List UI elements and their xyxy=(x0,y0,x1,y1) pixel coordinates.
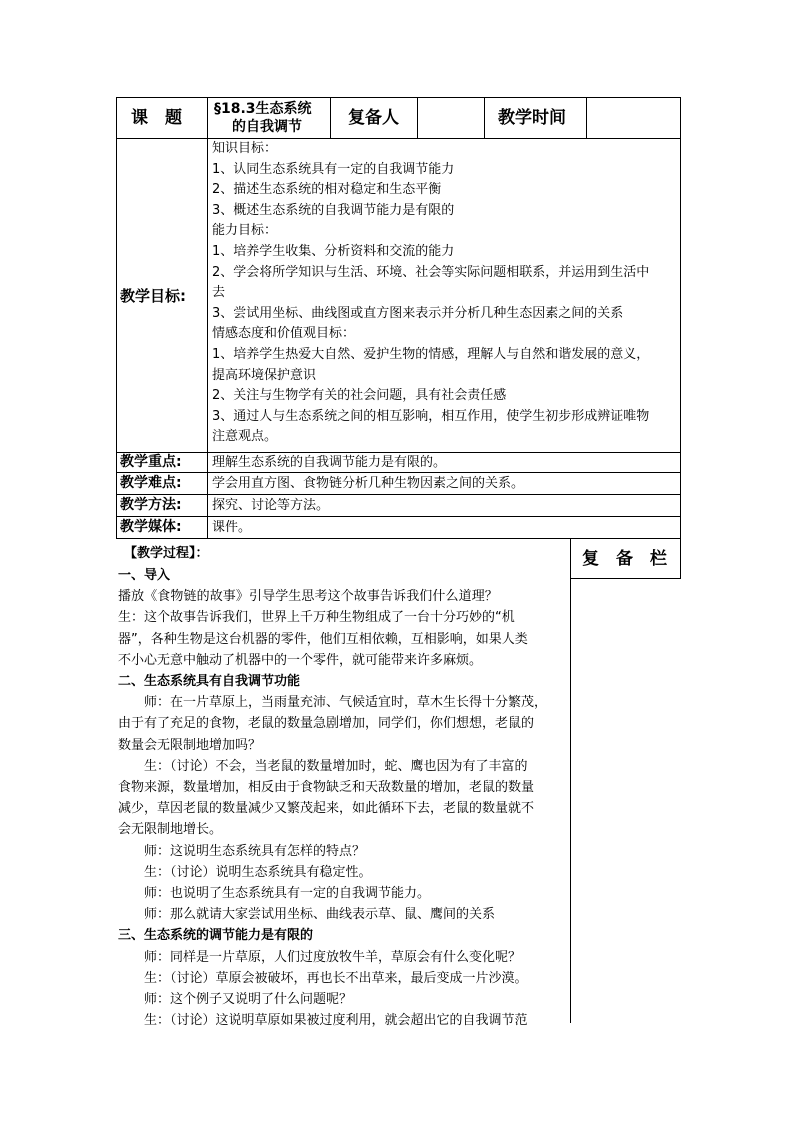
objective-line: 1、认同生态系统具有一定的自我调节能力 xyxy=(212,161,455,177)
objective-line: 2、关注与生物学有关的社会问题，具有社会责任感 xyxy=(212,388,507,404)
process-title: 【教学过程】： xyxy=(124,546,209,561)
teaching-time-label: 教学时间 xyxy=(498,108,566,128)
objective-line: 3、通过人与生态系统之间的相互影响，相互作用，使学生初步形成辨证唯物 xyxy=(212,408,650,424)
key-point-label: 教学重点: xyxy=(120,454,182,470)
process-section-heading: 一、导入 xyxy=(118,568,171,583)
table-rule xyxy=(417,97,418,138)
table-rule xyxy=(330,97,331,138)
preparer-label: 复备人 xyxy=(348,108,399,128)
process-line: 师：这说明生态系统具有怎样的特点？ xyxy=(118,843,366,859)
process-line: 生：（讨论）这说明草原如果被过度利用，就会超出它的自我调节范 xyxy=(118,1013,528,1029)
topic-label: 课 题 xyxy=(131,108,182,128)
table-rule xyxy=(586,97,587,138)
process-line: 师：那么就请大家尝试用坐标、曲线表示草、鼠、鹰间的关系 xyxy=(118,907,496,923)
objectives-label: 教学目标: xyxy=(120,287,186,305)
process-line: 播放《食物链的故事》引导学生思考这个故事告诉我们什么道理？ xyxy=(118,589,498,605)
revision-column-label: 复 备 栏 xyxy=(582,549,667,569)
table-rule xyxy=(484,97,485,138)
table-rule xyxy=(680,97,681,579)
table-rule xyxy=(116,97,681,98)
process-line: 减少，草因老鼠的数量减少又繁茂起来，如此循环下去，老鼠的数量就不 xyxy=(118,801,535,817)
table-rule xyxy=(116,472,681,473)
process-line: 师：也说明了生态系统具有一定的自我调节能力。 xyxy=(118,886,431,901)
objective-line: 提高环境保护意识 xyxy=(212,367,317,383)
objective-line: 去 xyxy=(212,285,226,301)
objective-line: 能力目标： xyxy=(212,223,278,239)
key-point-value: 理解生态系统的自我调节能力是有限的。 xyxy=(212,455,447,470)
table-rule xyxy=(116,138,681,139)
process-line: 生：（讨论）不会，当老鼠的数量增加时，蛇、鹰也因为有了丰富的 xyxy=(118,758,528,774)
method-value: 探究、讨论等方法。 xyxy=(212,498,330,513)
table-rule xyxy=(116,452,681,453)
table-rule xyxy=(570,538,571,1023)
topic-value-line2: 的自我调节 xyxy=(232,119,302,135)
process-line: 师：同样是一片草原，人们过度放牧牛羊，草原会有什么变化呢？ xyxy=(118,949,522,965)
table-rule xyxy=(116,538,681,539)
process-line: 会无限制地增长。 xyxy=(118,822,223,838)
process-section-heading: 二、生态系统具有自我调节功能 xyxy=(118,674,301,689)
teaching-time-value[interactable] xyxy=(592,108,676,128)
difficulty-label: 教学难点: xyxy=(120,475,182,491)
table-rule xyxy=(116,97,117,538)
process-line: 由于有了充足的食物，老鼠的数量急剧增加，同学们，你们想想，老鼠的 xyxy=(118,716,535,732)
table-rule xyxy=(570,578,681,579)
table-rule xyxy=(207,97,208,538)
objective-line: 知识目标： xyxy=(212,141,278,156)
process-line: 生：这个故事告诉我们，世界上千万种生物组成了一台十分巧妙的“机 xyxy=(118,610,515,626)
process-line: 师：这个例子又说明了什么问题呢？ xyxy=(118,992,353,1007)
method-label: 教学方法: xyxy=(120,497,182,513)
objective-line: 2、描述生态系统的相对稳定和生态平衡 xyxy=(212,182,442,198)
objective-line: 情感态度和价值观目标： xyxy=(212,326,356,342)
table-rule xyxy=(116,516,681,517)
objective-line: 3、尝试用坐标、曲线图或直方图来表示并分析几种生态因素之间的关系 xyxy=(212,305,624,321)
preparer-value[interactable] xyxy=(424,108,480,128)
process-line: 不小心无意中触动了机器中的一个零件，就可能带来许多麻烦。 xyxy=(118,652,483,668)
process-line: 师：在一片草原上，当雨量充沛、气候适宜时，草木生长得十分繁茂， xyxy=(118,695,548,711)
process-line: 数量会无限制地增加吗？ xyxy=(118,737,262,753)
process-section-heading: 三、生态系统的调节能力是有限的 xyxy=(118,928,314,944)
difficulty-value: 学会用直方图、食物链分析几种生物因素之间的关系。 xyxy=(212,476,525,491)
objective-line: 2、学会将所学知识与生活、环境、社会等实际问题相联系，并运用到生活中 xyxy=(212,264,650,280)
table-rule xyxy=(116,494,681,495)
objective-line: 1、培养学生热爱大自然、爱护生物的情感，理解人与自然和谐发展的意义， xyxy=(212,347,650,362)
topic-value-line1: §18.3生态系统 xyxy=(214,101,312,117)
media-label: 教学媒体: xyxy=(120,519,182,535)
media-value: 课件。 xyxy=(212,520,252,535)
objective-line: 注意观点。 xyxy=(212,429,278,445)
process-line: 器”，各种生物是这台机器的零件，他们互相依赖，互相影响，如果人类 xyxy=(118,631,528,647)
objective-line: 3、概述生态系统的自我调节能力是有限的 xyxy=(212,202,455,218)
process-line: 生：（讨论）说明生态系统具有稳定性。 xyxy=(118,864,372,880)
process-line: 生：（讨论）草原会被破坏，再也长不出草来，最后变成一片沙漠。 xyxy=(118,970,528,986)
process-line: 食物来源，数量增加，相反由于食物缺乏和天敌数量的增加，老鼠的数量 xyxy=(118,780,535,795)
objective-line: 1、培养学生收集、分析资料和交流的能力 xyxy=(212,244,455,259)
